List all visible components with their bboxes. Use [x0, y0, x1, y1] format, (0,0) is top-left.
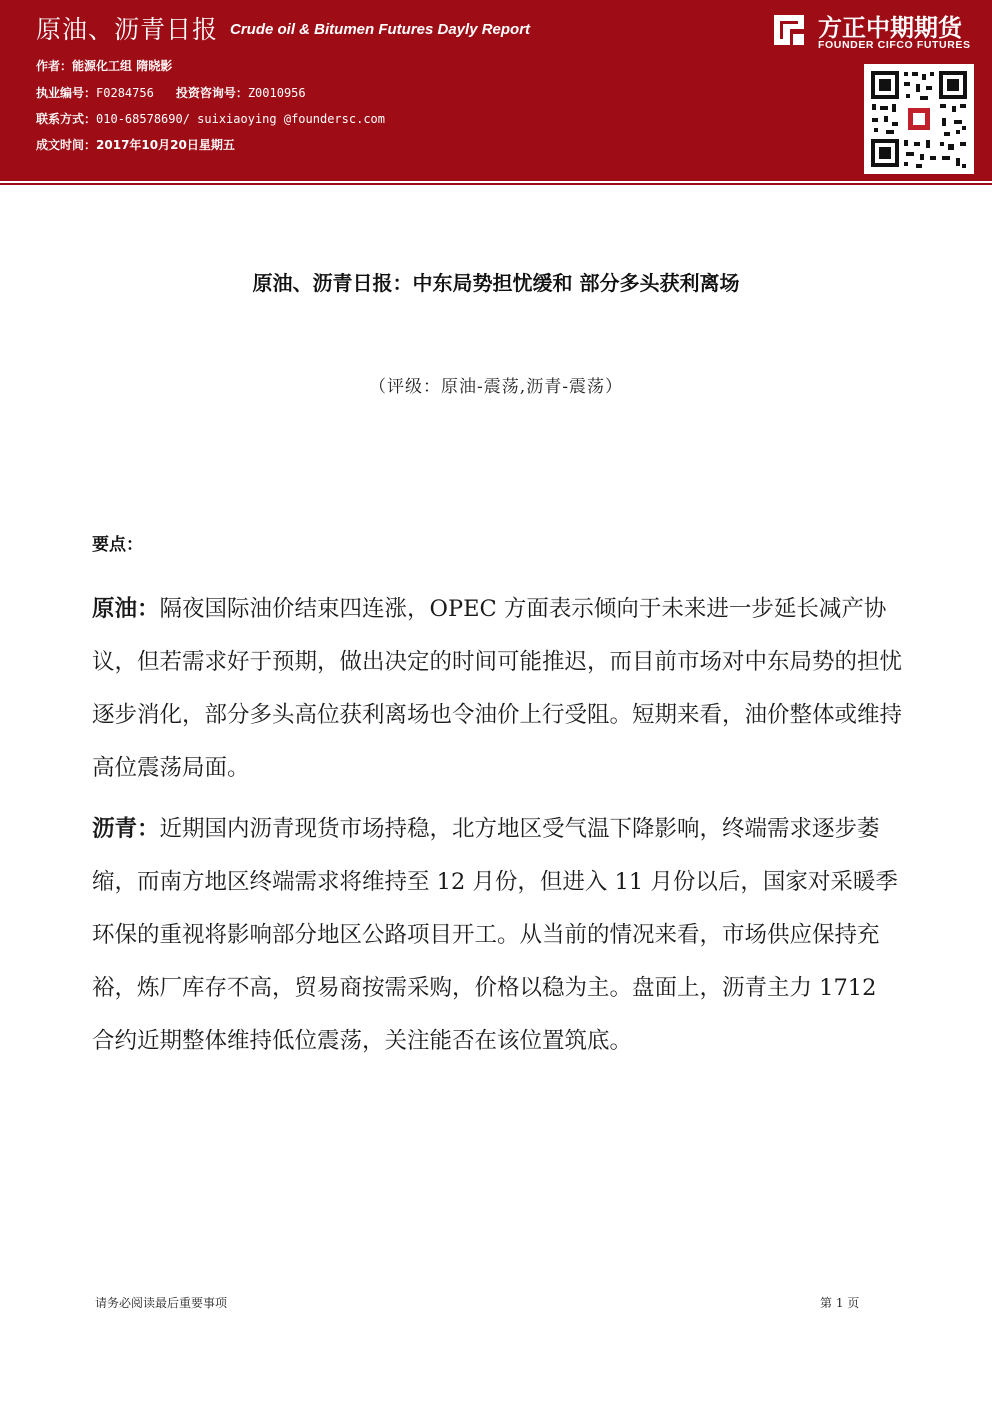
report-title-en: Crude oil & Bitumen Futures Dayly Report	[230, 21, 531, 38]
date-value: 2017年10月20日星期五	[96, 138, 235, 152]
keypoints-heading: 要点：	[92, 535, 143, 555]
document-title: 原油、沥青日报：中东局势担忧缓和 部分多头获利离场	[252, 271, 740, 295]
contact-label: 联系方式：	[36, 112, 97, 126]
crude-oil-text: 隔夜国际油价结束四连涨，OPEC 方面表示倾向于未来进一步延长减产协议，但若需求好于预期，做出决定的时间可能推迟，而目前市场对中东局势的担忧逐步消化，部分多头高位获利离场也令油价上行受阻。短期来看，油价整体或维持高位震荡局面。	[92, 596, 903, 781]
bitumen-text: 近期国内沥青现货市场持稳，北方地区受气温下降影响，终端需求逐步萎缩，而南方地区终端需求将维持至 12 月份，但进入 11 月份以后，国家对采暖季环保的重视将影响部分地区公路项目开工。从当前的情况来看，市场供应保持充裕，炼厂库存不高，贸易商按需采购，价格以稳为主。盘面上，沥青主力 1712 合约近期整体维持低位震荡，关注能否在该位置筑底。	[92, 816, 898, 1054]
page-number: 第 1 页	[820, 1296, 860, 1310]
license-line	[36, 84, 306, 101]
rating-line: （评级：原油-震荡,沥青-震荡）	[369, 377, 623, 397]
bitumen-paragraph	[92, 803, 904, 1068]
date-label: 成文时间：	[36, 138, 97, 152]
consult-label: 投资咨询号：	[175, 86, 248, 100]
crude-oil-heading: 原油：	[92, 596, 160, 622]
footer-disclaimer: 请务必阅读最后重要事项	[95, 1296, 228, 1310]
license-label: 执业编号：	[36, 86, 97, 100]
author-label: 作者：	[36, 59, 73, 73]
author-line	[36, 57, 172, 74]
contact-value: 010-68578690/ suixiaoying @foundersc.com	[96, 112, 385, 126]
crude-oil-paragraph	[92, 583, 904, 795]
company-logo-en: FOUNDER CIFCO FUTURES	[818, 39, 971, 51]
contact-line	[36, 110, 385, 127]
report-title-cn: 原油、沥青日报	[36, 15, 219, 44]
date-line	[36, 136, 235, 153]
report-header	[0, 0, 992, 181]
company-logo-cn: 方正中期期货	[818, 14, 962, 42]
bitumen-heading: 沥青：	[92, 816, 160, 842]
author-value: 能源化工组 隋晓影	[72, 59, 173, 73]
license-value: F0284756	[96, 86, 154, 100]
founder-logo-icon	[772, 13, 806, 47]
consult-value: Z0010956	[247, 86, 306, 100]
qr-code-icon	[864, 64, 974, 174]
header-divider	[0, 183, 992, 185]
